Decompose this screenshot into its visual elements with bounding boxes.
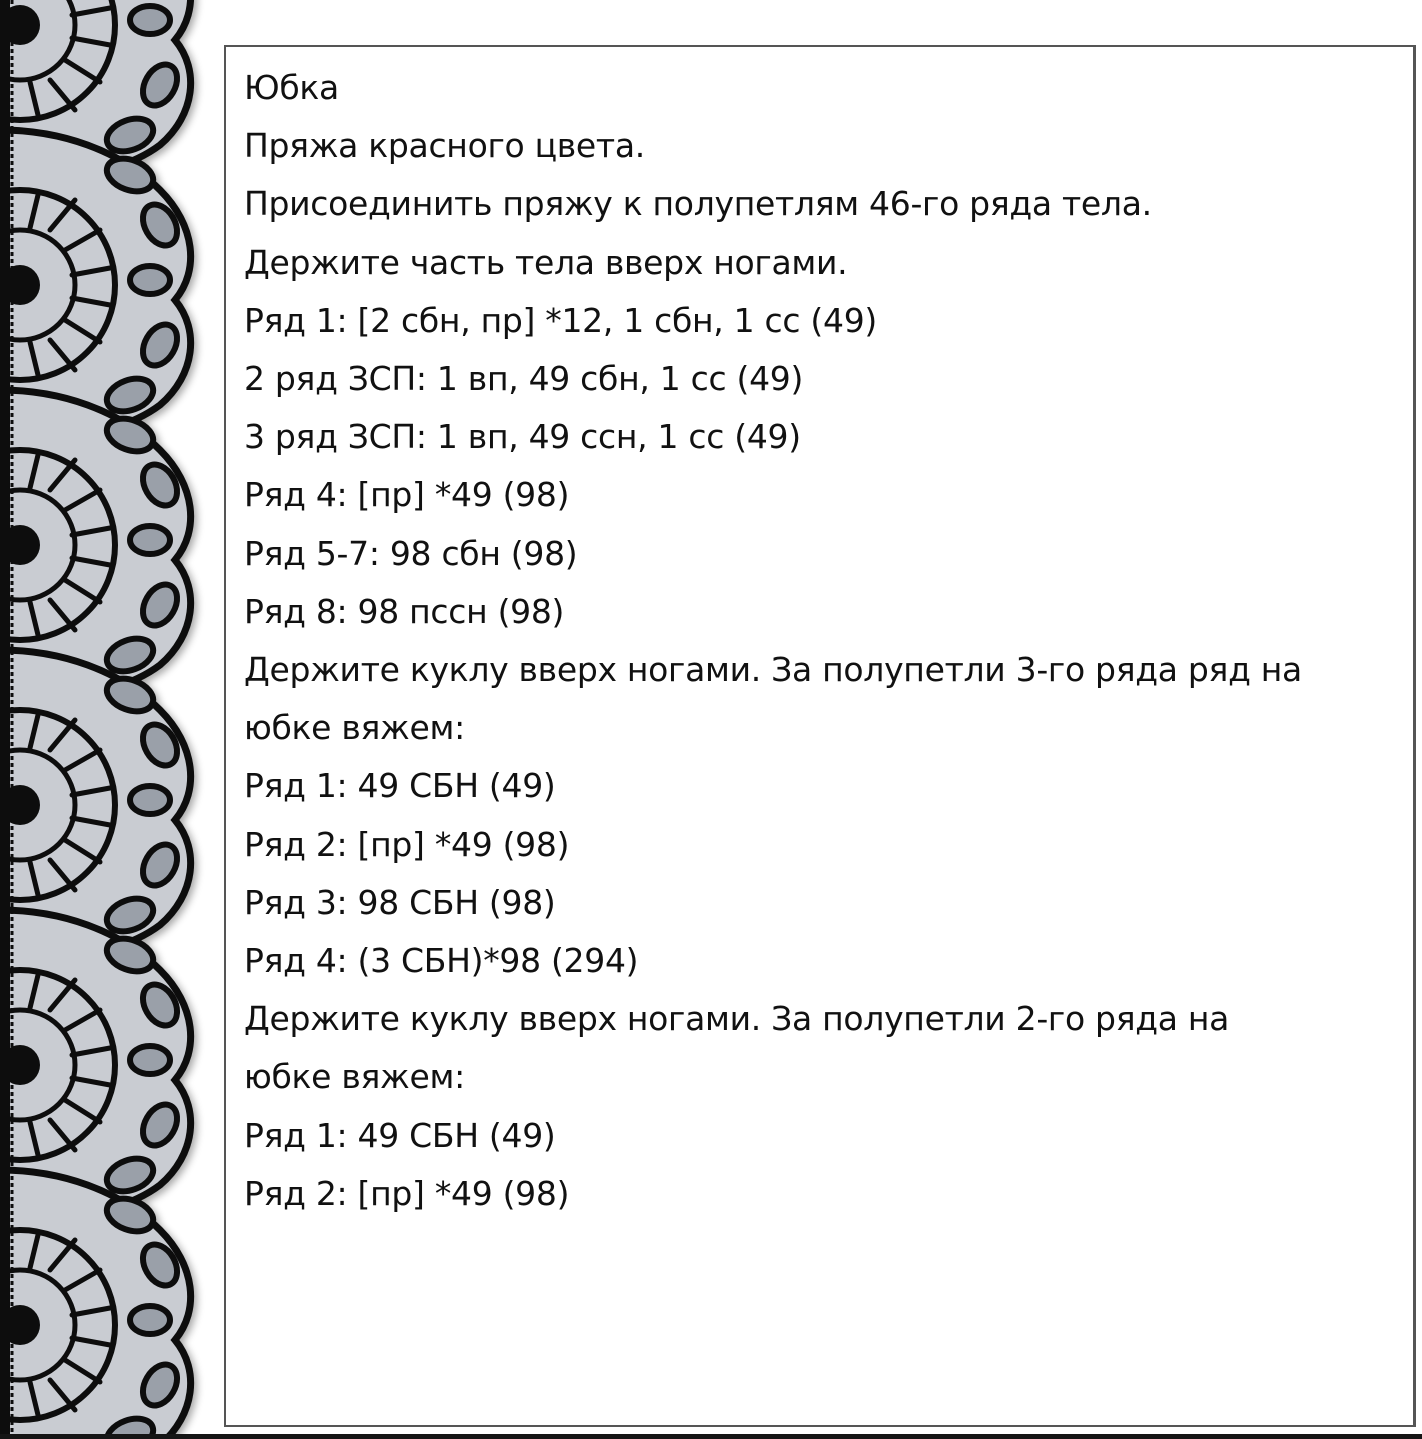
row-instruction: Ряд 2: [пр] *49 (98) xyxy=(244,1173,570,1213)
row-instruction: 3 ряд ЗСП: 1 вп, 49 ссн, 1 сс (49) xyxy=(244,417,801,457)
row-instruction: Ряд 8: 98 пссн (98) xyxy=(244,591,565,631)
row-instruction: Ряд 3: 98 СБН (98) xyxy=(244,882,556,922)
row-instruction: Ряд 4: (3 СБН)*98 (294) xyxy=(244,941,639,981)
lace-border-decoration xyxy=(0,0,215,1434)
bottom-edge-bar xyxy=(0,1434,1422,1439)
section-title: Юбка xyxy=(244,68,339,107)
row-instruction: Ряд 1: 49 СБН (49) xyxy=(244,1115,556,1155)
pattern-text-box xyxy=(224,45,1416,1427)
instruction-line: юбке вяжем: xyxy=(244,1057,465,1097)
instruction-line: Пряжа красного цвета. xyxy=(244,126,645,166)
lace-pattern-icon xyxy=(0,0,215,1434)
instruction-line: юбке вяжем: xyxy=(244,708,465,748)
row-instruction: Ряд 5-7: 98 сбн (98) xyxy=(244,533,578,573)
row-instruction: 2 ряд ЗСП: 1 вп, 49 сбн, 1 сс (49) xyxy=(244,359,804,399)
instruction-line: Держите куклу вверх ногами. За полупетли 2-го ряда на xyxy=(244,999,1230,1039)
row-instruction: Ряд 1: 49 СБН (49) xyxy=(244,766,556,806)
pattern-instructions xyxy=(244,59,1393,1223)
row-instruction: Ряд 1: [2 сбн, пр] *12, 1 сбн, 1 сс (49) xyxy=(244,300,877,340)
row-instruction: Ряд 2: [пр] *49 (98) xyxy=(244,824,570,864)
instruction-line: Держите часть тела вверх ногами. xyxy=(244,242,848,282)
instruction-line: Держите куклу вверх ногами. За полупетли 3-го ряда ряд на xyxy=(244,650,1302,690)
instruction-line: Присоединить пряжу к полупетлям 46-го ряда тела. xyxy=(244,184,1152,224)
row-instruction: Ряд 4: [пр] *49 (98) xyxy=(244,475,570,515)
